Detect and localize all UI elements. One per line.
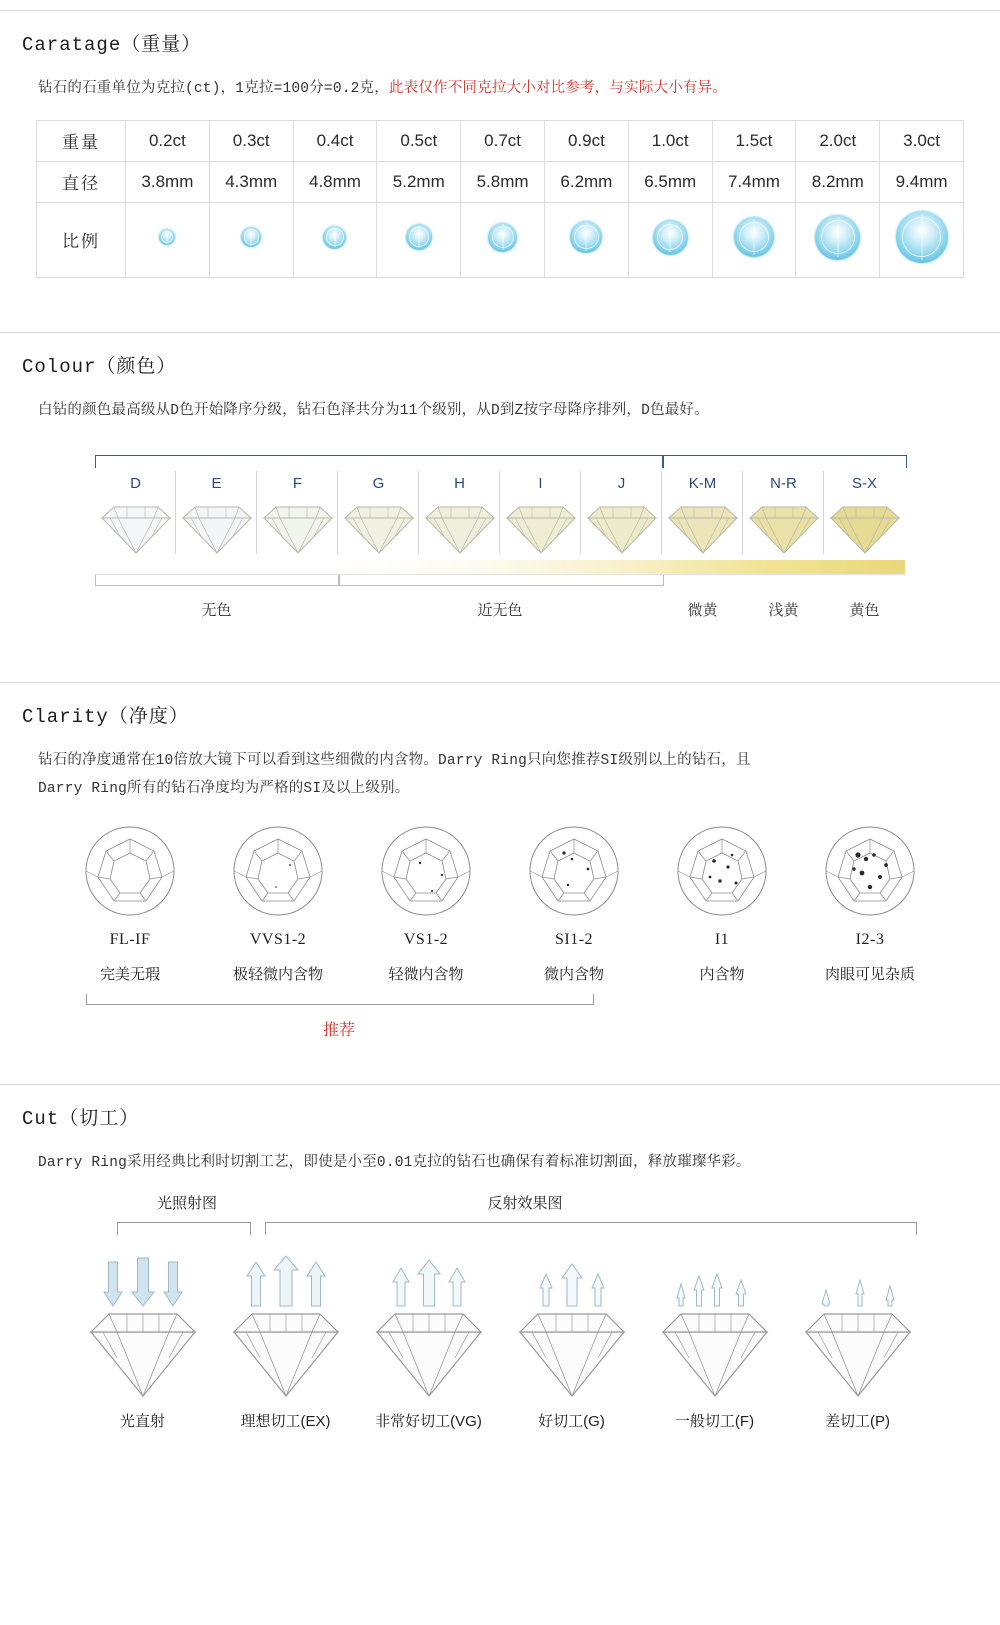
colour-intro	[0, 384, 1000, 426]
diameter-cell-0: 3.8mm	[126, 161, 210, 202]
diamond-guide-page	[0, 10, 1000, 1471]
diamond-icon-7	[734, 217, 774, 257]
colour-group-bracket-1	[338, 575, 664, 586]
row-label-weight: 重量	[37, 120, 126, 161]
cut-caption-3: 好切工(G)	[538, 1412, 605, 1430]
diamond-icon-6	[653, 220, 688, 255]
colour-grade-label-7: K-M	[688, 475, 717, 493]
diamond-illustration	[262, 498, 334, 554]
clarity-code-2: VS1-2	[403, 931, 449, 949]
ratio-cell-0	[126, 202, 210, 277]
colour-chart	[0, 425, 1000, 630]
colour-cell-K-M	[662, 469, 743, 554]
clarity-circle-0	[84, 825, 176, 917]
colour-diamond-6	[586, 498, 658, 554]
diameter-cell-6: 6.5mm	[628, 161, 712, 202]
clarity-diamond-diagram	[380, 825, 472, 917]
ratio-cell-3	[377, 202, 461, 277]
clarity-desc-3: 微内含物	[543, 966, 604, 984]
cut-intro-text: Darry Ring采用经典比利时切割工艺，即使是小至0.01克拉的钻石也确保有着标准切割面，释放璀璨华彩。	[38, 1155, 751, 1172]
colour-cell-S-X	[824, 469, 905, 554]
cut-item-4	[643, 1254, 786, 1431]
diameter-cell-7: 7.4mm	[712, 161, 796, 202]
diamond-icon-3	[406, 224, 432, 250]
clarity-diamond-diagram	[232, 825, 324, 917]
diamond-icon-9	[896, 211, 948, 263]
cut-caption-1: 理想切工(EX)	[240, 1412, 331, 1430]
cut-item-5	[786, 1254, 929, 1431]
diamond-illustration	[667, 498, 739, 554]
caratage-table	[36, 120, 964, 278]
diameter-cell-2: 4.8mm	[293, 161, 377, 202]
cut-bracket-label-1: 反射效果图	[487, 1194, 563, 1212]
caratage-intro	[0, 62, 1000, 104]
colour-diamond-1	[181, 498, 253, 554]
colour-cell-J	[581, 469, 662, 554]
cut-item-2	[357, 1254, 500, 1431]
clarity-desc-5: 肉眼可见杂质	[824, 966, 915, 984]
cut-diagram-0	[83, 1254, 203, 1404]
cut-bracket-0	[117, 1222, 251, 1235]
diameter-cell-1: 4.3mm	[209, 161, 293, 202]
clarity-item-VVS1-2	[204, 825, 352, 984]
weight-cell-4: 0.7ct	[461, 120, 545, 161]
clarity-circle-5	[824, 825, 916, 917]
diameter-cell-4: 5.8mm	[461, 161, 545, 202]
ratio-cell-9	[880, 202, 964, 277]
ratio-cell-4	[461, 202, 545, 277]
weight-cell-9: 3.0ct	[880, 120, 964, 161]
cut-caption-2: 非常好切工(VG)	[375, 1412, 482, 1430]
colour-grade-label-3: G	[372, 475, 385, 493]
section-title-clarity: Clarity（净度）	[22, 706, 189, 729]
colour-diamond-9	[829, 498, 901, 554]
cut-illustration-1	[214, 1254, 357, 1404]
section-header-colour	[0, 332, 1000, 384]
cut-bracket-label-0: 光照射图	[156, 1194, 217, 1212]
diamond-illustration	[748, 498, 820, 554]
colour-group-label-3: 浅黄	[768, 602, 799, 620]
colour-group-label-0: 无色	[201, 602, 232, 620]
cut-diagram-2	[369, 1254, 489, 1404]
colour-bottom-brackets	[95, 575, 905, 591]
colour-gradient-bar	[95, 560, 905, 575]
colour-grade-label-1: E	[211, 475, 222, 493]
colour-cell-I	[500, 469, 581, 554]
cut-illustration-5	[786, 1254, 929, 1404]
colour-grade-label-5: I	[538, 475, 543, 493]
diamond-illustration	[586, 498, 658, 554]
colour-diamond-2	[262, 498, 334, 554]
weight-cell-6: 1.0ct	[628, 120, 712, 161]
section-header-cut	[0, 1084, 1000, 1136]
ratio-cell-5	[544, 202, 628, 277]
diamond-illustration	[100, 498, 172, 554]
colour-grade-label-2: F	[292, 475, 303, 493]
colour-group-label-2: 微黄	[687, 602, 718, 620]
colour-group-labels	[95, 599, 905, 620]
weight-cell-7: 1.5ct	[712, 120, 796, 161]
diameter-cell-5: 6.2mm	[544, 161, 628, 202]
clarity-circle-1	[232, 825, 324, 917]
clarity-code-0: FL-IF	[109, 931, 151, 949]
clarity-item-FL-IF	[56, 825, 204, 984]
colour-bracket-white	[95, 455, 664, 468]
colour-grade-label-4: H	[454, 475, 465, 493]
colour-grade-label-0: D	[130, 475, 141, 493]
clarity-grid	[0, 803, 1000, 984]
clarity-intro-line1: 钻石的净度通常在10倍放大镜下可以看到这些细微的内含物。Darry Ring只向您推荐SI级别以上的钻石，且	[38, 753, 751, 770]
clarity-circle-4	[676, 825, 768, 917]
clarity-intro-line2: Darry Ring所有的钻石净度均为严格的SI及以上级别。	[38, 780, 410, 797]
clarity-code-5: I2-3	[855, 931, 885, 949]
cut-grid	[0, 1250, 1000, 1431]
cut-caption-0: 光直射	[119, 1412, 165, 1430]
cut-diagram-4	[655, 1254, 775, 1404]
weight-cell-0: 0.2ct	[126, 120, 210, 161]
table-row-weight	[37, 120, 964, 161]
weight-cell-2: 0.4ct	[293, 120, 377, 161]
section-header-clarity	[0, 682, 1000, 734]
colour-grade-label-8: N-R	[770, 475, 797, 493]
cut-item-0	[71, 1254, 214, 1431]
colour-top-brackets	[95, 455, 905, 467]
cut-diagram-5	[798, 1254, 918, 1404]
clarity-desc-1: 极轻微内含物	[232, 966, 323, 984]
weight-cell-5: 0.9ct	[544, 120, 628, 161]
diameter-cell-9: 9.4mm	[880, 161, 964, 202]
colour-cell-E	[176, 469, 257, 554]
colour-diamond-3	[343, 498, 415, 554]
clarity-circle-2	[380, 825, 472, 917]
colour-diamond-8	[748, 498, 820, 554]
diamond-icon-0	[159, 229, 175, 245]
clarity-desc-2: 轻微内含物	[388, 966, 464, 984]
cut-caption-5: 差切工(P)	[825, 1412, 890, 1430]
clarity-diamond-diagram	[528, 825, 620, 917]
colour-cell-H	[419, 469, 500, 554]
colour-group-bracket-0	[95, 575, 340, 586]
clarity-code-4: I1	[714, 931, 730, 949]
diamond-illustration	[424, 498, 496, 554]
diameter-cell-3: 5.2mm	[377, 161, 461, 202]
diamond-illustration	[829, 498, 901, 554]
diamond-illustration	[181, 498, 253, 554]
caratage-intro-warning: 此表仅作不同克拉大小对比参考，与实际大小有异。	[388, 81, 728, 97]
clarity-item-VS1-2	[352, 825, 500, 984]
colour-cell-D	[95, 469, 176, 554]
colour-grid	[95, 455, 905, 620]
row-label-diameter: 直径	[37, 161, 126, 202]
ratio-cell-2	[293, 202, 377, 277]
colour-cell-F	[257, 469, 338, 554]
row-label-ratio: 比例	[37, 202, 126, 277]
section-title-colour: Colour（颜色）	[22, 355, 177, 378]
cut-bracket-1	[265, 1222, 917, 1235]
clarity-diamond-diagram	[676, 825, 768, 917]
weight-cell-3: 0.5ct	[377, 120, 461, 161]
diamond-illustration	[343, 498, 415, 554]
table-row-ratio	[37, 202, 964, 277]
clarity-diamond-diagram	[824, 825, 916, 917]
colour-grade-row	[95, 469, 905, 554]
cut-caption-4: 一般切工(F)	[674, 1412, 755, 1430]
colour-diamond-4	[424, 498, 496, 554]
clarity-code-3: SI1-2	[554, 931, 594, 949]
cut-brackets	[85, 1192, 915, 1250]
weight-cell-1: 0.3ct	[209, 120, 293, 161]
caratage-intro-text: 钻石的石重单位为克拉(ct)，1克拉=100分=0.2克，	[38, 81, 389, 97]
diamond-icon-8	[815, 215, 860, 260]
cut-diagram-3	[512, 1254, 632, 1404]
diamond-icon-2	[323, 226, 346, 249]
table-row-diameter	[37, 161, 964, 202]
ratio-cell-1	[209, 202, 293, 277]
diamond-icon-4	[488, 223, 517, 252]
colour-cell-G	[338, 469, 419, 554]
colour-group-label-1: 近无色	[477, 602, 523, 620]
section-title-caratage: Caratage（重量）	[22, 34, 202, 56]
clarity-code-1: VVS1-2	[249, 931, 307, 949]
cut-diagram-1	[226, 1254, 346, 1404]
diameter-cell-8: 8.2mm	[796, 161, 880, 202]
colour-bracket-yellow	[662, 455, 907, 468]
colour-diamond-7	[667, 498, 739, 554]
clarity-circle-3	[528, 825, 620, 917]
cut-illustration-4	[643, 1254, 786, 1404]
clarity-desc-4: 内含物	[699, 966, 745, 984]
colour-grade-label-9: S-X	[851, 475, 877, 493]
colour-group-label-4: 黄色	[849, 602, 880, 620]
clarity-item-SI1-2	[500, 825, 648, 984]
weight-cell-8: 2.0ct	[796, 120, 880, 161]
cut-illustration-2	[357, 1254, 500, 1404]
clarity-recommend-bracket	[86, 994, 594, 1005]
clarity-recommend-wrap	[86, 994, 678, 1040]
clarity-desc-0: 完美无瑕	[99, 966, 160, 984]
colour-grade-label-6: J	[617, 475, 626, 493]
section-header-caratage	[0, 10, 1000, 62]
colour-diamond-0	[100, 498, 172, 554]
cut-illustration-0	[71, 1254, 214, 1404]
ratio-cell-7	[712, 202, 796, 277]
section-title-cut: Cut（切工）	[22, 1108, 140, 1131]
cut-item-1	[214, 1254, 357, 1431]
clarity-diamond-diagram	[84, 825, 176, 917]
ratio-cell-8	[796, 202, 880, 277]
clarity-item-I2-3	[796, 825, 944, 984]
colour-intro-text: 白钻的颜色最高级从D色开始降序分级，钻石色泽共分为11个级别，从D到Z按字母降序排列，D色最好。	[38, 402, 709, 419]
caratage-table-wrap	[0, 104, 1000, 286]
clarity-recommend-label: 推荐	[322, 1022, 355, 1040]
clarity-item-I1	[648, 825, 796, 984]
colour-cell-N-R	[743, 469, 824, 554]
clarity-intro	[0, 734, 1000, 803]
ratio-cell-6	[628, 202, 712, 277]
cut-item-3	[500, 1254, 643, 1431]
diamond-icon-1	[241, 227, 261, 247]
diamond-icon-5	[570, 221, 602, 253]
cut-intro	[0, 1136, 1000, 1178]
cut-illustration-3	[500, 1254, 643, 1404]
diamond-illustration	[505, 498, 577, 554]
colour-diamond-5	[505, 498, 577, 554]
